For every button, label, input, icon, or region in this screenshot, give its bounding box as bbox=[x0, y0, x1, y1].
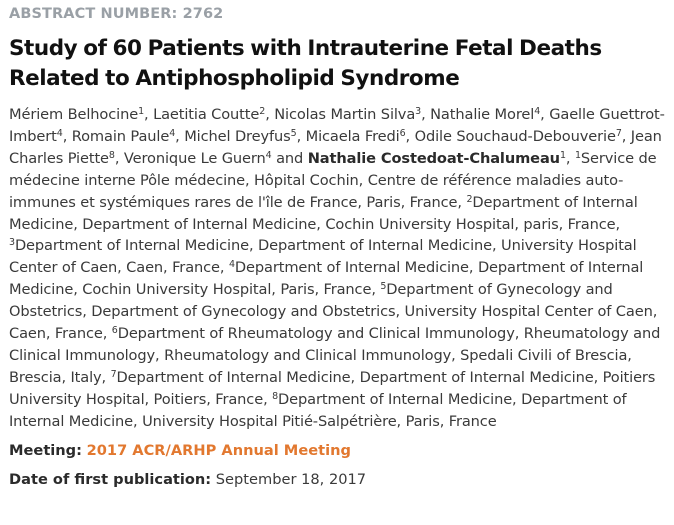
affiliation-item: $^8$Department of Internal Medicine, Department of Internal Medicine, University Hospital Pitié-Salpétrière, Paris, France bbox=[9, 390, 627, 430]
author-name: Romain Paule$^4$ bbox=[71, 127, 176, 145]
affiliation-item: $^4$Department of Internal Medicine, Department of Internal Medicine, Cochin University Hospital, Paris, France, bbox=[9, 259, 644, 299]
affiliation-item: $^5$Department of Gynecology and Obstetrics, Department of Gynecology and Obstetrics, University Hospital Center of Caen, Caen, France, bbox=[9, 281, 658, 343]
author-name: Mériem Belhocine$^1$ bbox=[9, 106, 145, 123]
affiliation-item: $^2$Department of Internal Medicine, Department of Internal Medicine, Cochin University Hospital, paris, France, bbox=[9, 193, 638, 233]
publication-date-label: Date of first publication: bbox=[9, 470, 212, 488]
author-name: Micaela Fredi$^6$ bbox=[305, 127, 406, 145]
abstract-title: Study of 60 Patients with Intrauterine Fetal Deaths Related to Antiphospholipid Syndrome bbox=[9, 36, 602, 91]
author-name: Veronique Le Guern$^4$ bbox=[123, 149, 272, 167]
affiliation-item: $^3$Department of Internal Medicine, Department of Internal Medicine, University Hospital Center of Caen, Caen, France, bbox=[9, 237, 637, 277]
author-list: Mériem Belhocine$^1$, Laetitia Coutte$^2$, Nicolas Martin Silva$^3$, Nathalie Morel$^4$, Gaelle Guettrot-Imbert$^4$, Romain Paule$^4$, Michel Dreyfus$^5$, Micaela Fredi$^6$, Odile Souchaud-Debouverie$^7$, Jean Charles Piette$^8$, Veronique Le Guern$^4$ and Nathalie Costedoat-Chalumeau$^1$, bbox=[9, 106, 665, 167]
affiliation-item: $^1$Service de médecine interne Pôle médecine, Hôpital Cochin, Centre de référence maladies auto-immunes et systémiques rares de l'île de France, Paris, France, bbox=[9, 149, 657, 211]
author-name: Gaelle Guettrot-Imbert$^4$ bbox=[9, 106, 665, 145]
publication-date-line bbox=[9, 470, 666, 490]
author-name: Odile Souchaud-Debouverie$^7$ bbox=[414, 127, 622, 145]
author-name: Nathalie Morel$^4$ bbox=[430, 106, 541, 123]
affiliation-item: $^6$Department of Rheumatology and Clinical Immunology, Rheumatology and Clinical Immunology, Rheumatology and Clinical Immunology, Spedali Civili of Brescia, Brescia, Italy, bbox=[9, 325, 661, 386]
meeting-link[interactable]: 2017 ACR/ARHP Annual Meeting bbox=[86, 441, 351, 459]
author-name: Jean Charles Piette$^8$ bbox=[9, 127, 662, 167]
authors-affiliations-block bbox=[9, 104, 666, 433]
author-name: Laetitia Coutte$^2$ bbox=[153, 106, 266, 123]
publication-date-value: September 18, 2017 bbox=[215, 470, 367, 488]
author-name: Nicolas Martin Silva$^3$ bbox=[274, 106, 422, 123]
meeting-line bbox=[9, 441, 666, 461]
presenting-author-name: Nathalie Costedoat-Chalumeau$^1$ bbox=[307, 149, 566, 167]
author-name: Michel Dreyfus$^5$ bbox=[184, 127, 297, 145]
abstract-number: ABSTRACT NUMBER: 2762 bbox=[9, 6, 224, 22]
affiliation-list bbox=[9, 150, 660, 430]
affiliation-item: $^7$Department of Internal Medicine, Department of Internal Medicine, Poitiers University Hospital, Poitiers, France, bbox=[9, 368, 656, 408]
meeting-label: Meeting: bbox=[9, 441, 82, 459]
